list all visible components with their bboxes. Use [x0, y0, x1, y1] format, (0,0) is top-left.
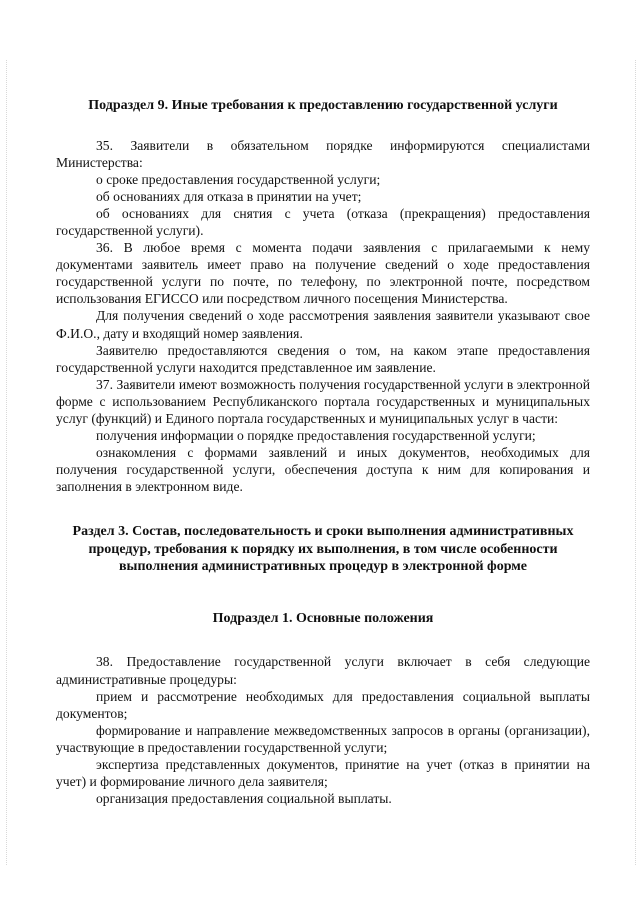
- paragraph: о сроке предоставления государственной услуги;: [96, 171, 381, 187]
- paragraph: ознакомления с формами заявлений и иных документов, необходимых для получения государственной услуги, обеспечения доступа к ним для копирования и заполнения в электронном виде.: [56, 445, 590, 495]
- paragraph: 38. Предоставление государственной услуги включает в себя следующие административные процедуры:: [56, 654, 590, 687]
- paragraph: формирование и направление межведомственных запросов в органы (организации), участвующие в предоставлении государственной услуги;: [56, 722, 590, 755]
- paragraph: получения информации о порядке предоставления государственной услуги;: [96, 428, 536, 444]
- paragraph: прием и рассмотрение необходимых для предоставления социальной выплаты документов;: [56, 688, 590, 721]
- paragraph: 35. Заявители в обязательном порядке информируются специалистами Министерства:: [56, 137, 590, 170]
- section-3-heading: Раздел 3. Состав, последовательность и сроки выполнения административных процедур, требования к порядку их выполнения, в том числе особенности выполнения административных процедур в электронной форме: [72, 524, 574, 575]
- paragraph: об основаниях для снятия с учета (отказа (прекращения) предоставления государственной услуги).: [56, 205, 590, 238]
- paragraph: об основаниях для отказа в принятии на учет;: [96, 188, 362, 204]
- paragraph: 37. Заявители имеют возможность получения государственной услуги в электронной форме с использованием Республиканского портала государственных и муниципальных услуг (функций) и Единого портала государственных и муниципальных услуг в части:: [56, 376, 590, 426]
- paragraph: 36. В любое время с момента подачи заявления с прилагаемыми к нему документами заявитель имеет право на получение сведений о ходе предоставления государственной услуги по почте, по телефону, по электронной почте, посредством использования ЕГИССО или посредством личного посещения Министерства.: [56, 240, 590, 307]
- paragraph: Для получения сведений о ходе рассмотрения заявления заявители указывают свое Ф.И.О., дату и входящий номер заявления.: [56, 308, 590, 341]
- subsection-9-heading: Подраздел 9. Иные требования к предоставлению государственной услуги: [88, 98, 558, 113]
- subsection-1-text: [56, 653, 590, 807]
- scan-edge-right: [635, 60, 636, 865]
- paragraph: организация предоставления социальной выплаты.: [96, 791, 392, 807]
- scan-edge-left: [6, 60, 7, 865]
- subsection-1-heading: Подраздел 1. Основные положения: [212, 610, 434, 626]
- paragraph: Заявителю предоставляются сведения о том, на каком этапе предоставления государственной услуги находится представленное им заявление.: [56, 342, 590, 375]
- paragraph: экспертиза представленных документов, принятие на учет (отказ в принятии на учет) и формирование личного дела заявителя;: [56, 757, 590, 790]
- subsection-9-text: [56, 137, 590, 496]
- document-body: [56, 97, 590, 807]
